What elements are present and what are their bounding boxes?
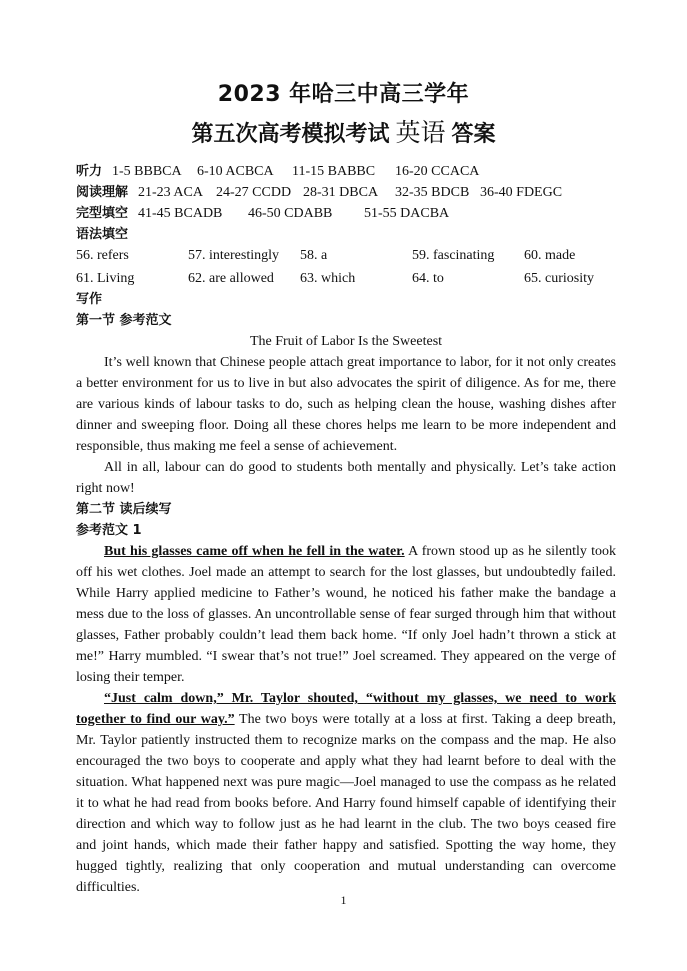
story-p1-text: A frown stood up as he silently took off his wet clothes. Joel made an attempt to search for the lost glasses, but undoubtedly failed. While Harry applied medicine to Father’s wound, he noticed his father make the bandage a mess due to the loss of glasses. An uncontrollable sense of fear surged through him that without glasses, Father probably couldn’t lead them back home. “If only Joel hadn’t thrown a stick at me!” Harry mumbled. “I swear that’s not true!” Joel screamed. They appeared on the verge of losing their temper. xyxy=(76,544,617,685)
grammar-answer: 58. a xyxy=(300,248,328,263)
sample-heading: 参考范文 1 xyxy=(76,523,142,538)
grammar-answer: 59. fascinating xyxy=(412,248,495,263)
answer-group: 1-5 BBBCA xyxy=(112,164,182,179)
answer-group: 28-31 DBCA xyxy=(303,185,379,200)
answer-group: 51-55 DACBA xyxy=(364,206,450,221)
writing-label: 写作 xyxy=(76,292,103,307)
answer-group: 46-50 CDABB xyxy=(248,206,333,221)
answer-group: 41-45 BCADB xyxy=(138,206,223,221)
story-p1-given-sentence: But his glasses came off when he fell in the water. xyxy=(104,544,405,559)
section1-heading-row xyxy=(76,310,616,331)
story-paragraph-1 xyxy=(76,541,616,688)
answer-group: 11-15 BABBC xyxy=(292,164,376,179)
title-exam-name: 第五次高考模拟考试 xyxy=(191,122,390,147)
essay-paragraph-2: All in all, labour can do good to students both mentally and physically. Let’s take action right now! xyxy=(76,460,616,496)
essay-paragraph-1: It’s well known that Chinese people attach great importance to labor, for it not only creates a better environment for us to live in but also advocates the spirit of diligence. As for me, there are various kinds of labour tasks to do, such as helping clean the house, washing dishes after dinner and sweeping floor. Doing all these chores helps me learn to be more independent and responsible, thus making me feel a sense of achievement. xyxy=(76,355,616,454)
grammar-row-2 xyxy=(76,268,616,289)
sample-heading-row xyxy=(76,520,616,541)
answer-group: 6-10 ACBCA xyxy=(197,164,274,179)
essay-title: The Fruit of Labor Is the Sweetest xyxy=(249,334,443,349)
title-answer-label: 答案 xyxy=(451,122,496,147)
writing-label-row xyxy=(76,289,616,310)
listening-answers xyxy=(76,161,616,182)
grammar-answer: 57. interestingly xyxy=(188,248,279,263)
story-paragraph-2 xyxy=(76,688,616,898)
answer-group: 32-35 BDCB xyxy=(395,185,470,200)
grammar-label: 语法填空 xyxy=(76,227,129,242)
story-p2-text: The two boys were totally at a loss at first. Taking a deep breath, Mr. Taylor patiently instructed them to recognize marks on the compass and the map. He also encouraged the two boys to cooperate and apply what they had learnt before to deal with the situation. What happened next was pure magic—Joel managed to use the compass as he related it to what he had read from books before. And Harry found himself capable of identifying their direction and which way to follow just as he had learnt in the club. The two boys ceased fire and joint hands, which made their father happy and satisfied. Spotting the way home, they hugged tightly, realizing that only cooperation and mutual understanding can overcome difficulties. xyxy=(76,712,616,895)
answer-group: 36-40 FDEGC xyxy=(480,185,563,200)
page-number: 1 xyxy=(340,893,347,907)
answer-group: 21-23 ACA xyxy=(138,185,203,200)
story-p2-given-sentence: “Just calm down,” Mr. Taylor shouted, “without my glasses, we need to work together to find our way.” xyxy=(76,691,616,727)
grammar-answer: 60. made xyxy=(524,248,576,263)
grammar-answer: 62. are allowed xyxy=(188,271,274,286)
grammar-answer: 61. Living xyxy=(76,271,135,286)
cloze-label: 完型填空 xyxy=(76,206,129,221)
grammar-answer: 65. curiosity xyxy=(524,271,594,286)
title-line-1: 2023 年哈三中高三学年 xyxy=(217,82,470,107)
section1-heading: 第一节 参考范文 xyxy=(76,313,172,328)
listening-label: 听力 xyxy=(76,164,103,179)
grammar-answer: 56. refers xyxy=(76,248,129,263)
reading-label: 阅读理解 xyxy=(76,185,129,200)
grammar-answer: 63. which xyxy=(300,271,356,286)
answer-group: 16-20 CCACA xyxy=(395,164,480,179)
title-line-2 xyxy=(0,116,687,152)
answer-group: 24-27 CCDD xyxy=(216,185,292,200)
reading-answers xyxy=(76,182,616,203)
title-subject: 英语 xyxy=(395,118,446,147)
grammar-row-1 xyxy=(76,245,616,266)
cloze-answers xyxy=(76,203,616,224)
grammar-label-row xyxy=(76,224,616,245)
grammar-answer: 64. to xyxy=(412,271,444,286)
section2-heading-row xyxy=(76,499,616,520)
section2-heading: 第二节 读后续写 xyxy=(76,502,172,517)
